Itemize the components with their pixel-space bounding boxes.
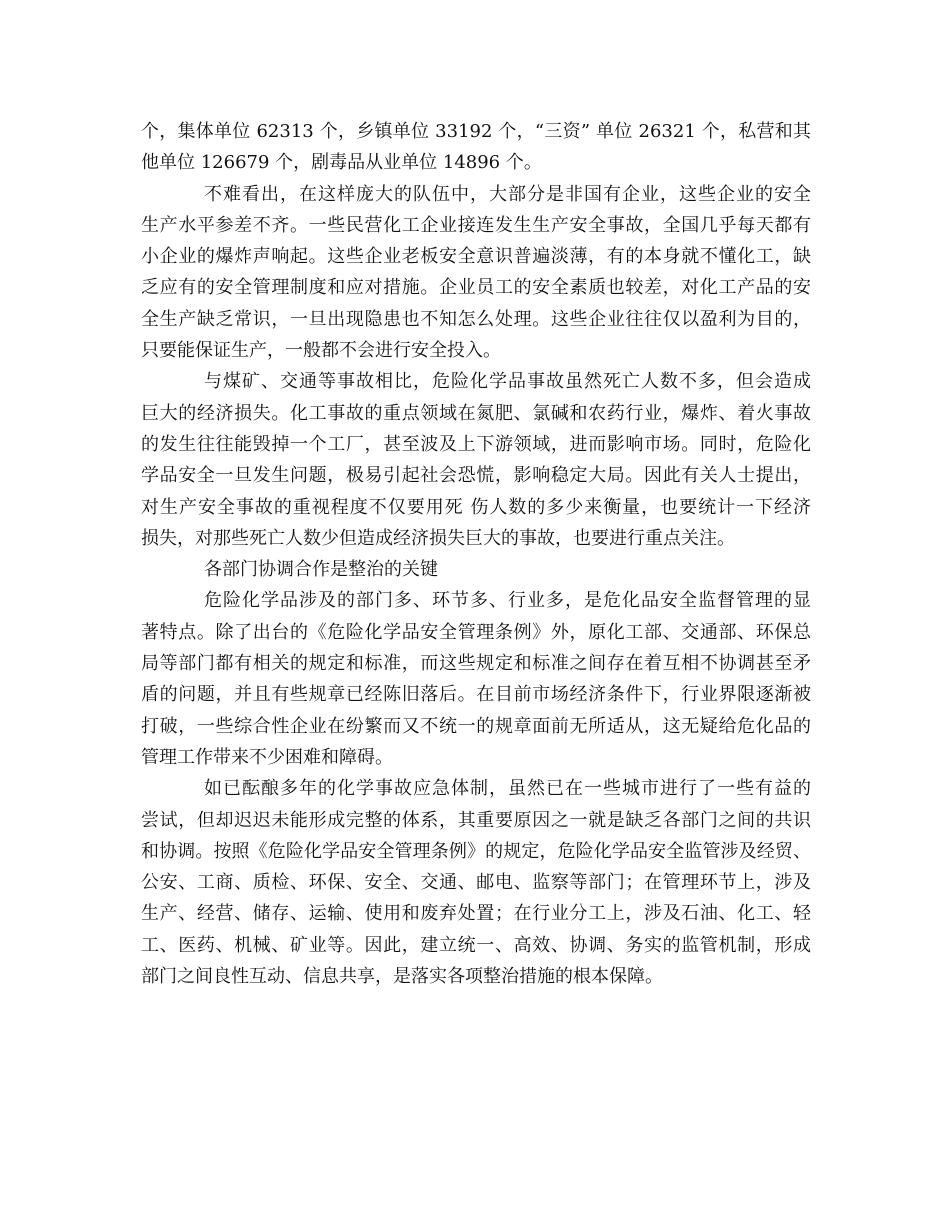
text-line: 公安、工商、质检、环保、安全、交通、邮电、监察等部门；在管理环节上，涉及 [141, 872, 811, 894]
text-line: 他单位 126679 个，剧毒品从业单位 14896 个。 [141, 152, 542, 174]
paragraph-first-line: 不难看出，在这样庞大的队伍中，大部分是非国有企业，这些企业的安全 [204, 183, 811, 205]
text-line: 对生产安全事故的重视程度不仅要用死 伤人数的多少来衡量，也要统计一下经济 [141, 496, 811, 518]
text-line: 生产、经营、储存、运输、使用和废弃处置；在行业分工上，涉及石油、化工、轻 [141, 903, 811, 925]
text-line: 小企业的爆炸声响起。这些企业老板安全意识普遍淡薄，有的本身就不懂化工，缺 [141, 246, 811, 268]
section-heading: 各部门协调合作是整治的关键 [204, 559, 438, 581]
text-line: 全生产缺乏常识，一旦出现隐患也不知怎么处理。这些企业往往仅以盈利为目的， [141, 308, 811, 330]
text-line: 乏应有的安全管理制度和应对措施。企业员工的安全素质也较差，对化工产品的安 [141, 277, 811, 299]
text-line: 巨大的经济损失。化工事故的重点领域在氮肥、氯碱和农药行业，爆炸、着火事故 [141, 402, 811, 424]
paragraph-first-line: 与煤矿、交通等事故相比，危险化学品事故虽然死亡人数不多，但会造成 [204, 371, 811, 393]
text-line: 盾的问题，并且有些规章已经陈旧落后。在目前市场经济条件下，行业界限逐渐被 [141, 684, 811, 706]
text-line: 的发生往往能毁掉一个工厂，甚至波及上下游领域，进而影响市场。同时，危险化 [141, 433, 811, 455]
text-line: 部门之间良性互动、信息共享，是落实各项整治措施的根本保障。 [141, 966, 663, 988]
text-line: 和协调。按照《危险化学品安全管理条例》的规定，危险化学品安全监管涉及经贸、 [141, 840, 811, 862]
text-line: 学品安全一旦发生问题，极易引起社会恐慌，影响稳定大局。因此有关人士提出， [141, 465, 811, 487]
body-text [141, 116, 811, 992]
text-line: 损失，对那些死亡人数少但造成经济损失巨大的事故，也要进行重点关注。 [141, 527, 735, 549]
text-line: 著特点。除了出台的《危险化学品安全管理条例》外，原化工部、交通部、环保总 [141, 621, 811, 643]
text-line: 个，集体单位 62313 个，乡镇单位 33192 个，“三资” 单位 26321 个，私营和其 [141, 121, 811, 142]
text-line: 生产水平参差不齐。一些民营化工企业接连发生生产安全事故，全国几乎每天都有 [141, 214, 811, 236]
text-line: 管理工作带来不少困难和障碍。 [141, 746, 393, 768]
text-line: 工、医药、机械、矿业等。因此，建立统一、高效、协调、务实的监管机制，形成 [141, 934, 811, 956]
text-line: 只要能保证生产，一般都不会进行安全投入。 [141, 340, 501, 362]
paragraph-first-line: 危险化学品涉及的部门多、环节多、行业多，是危化品安全监督管理的显 [204, 590, 811, 612]
text-line: 打破，一些综合性企业在纷繁而又不统一的规章面前无所适从，这无疑给危化品的 [141, 715, 811, 737]
text-line: 局等部门都有相关的规定和标准，而这些规定和标准之间存在着互相不协调甚至矛 [141, 653, 811, 675]
text-line: 尝试，但却迟迟未能形成完整的体系，其重要原因之一就是缺乏各部门之间的共识 [141, 809, 811, 831]
paragraph-first-line: 如已酝酿多年的化学事故应急体制，虽然已在一些城市进行了一些有益的 [204, 778, 811, 800]
